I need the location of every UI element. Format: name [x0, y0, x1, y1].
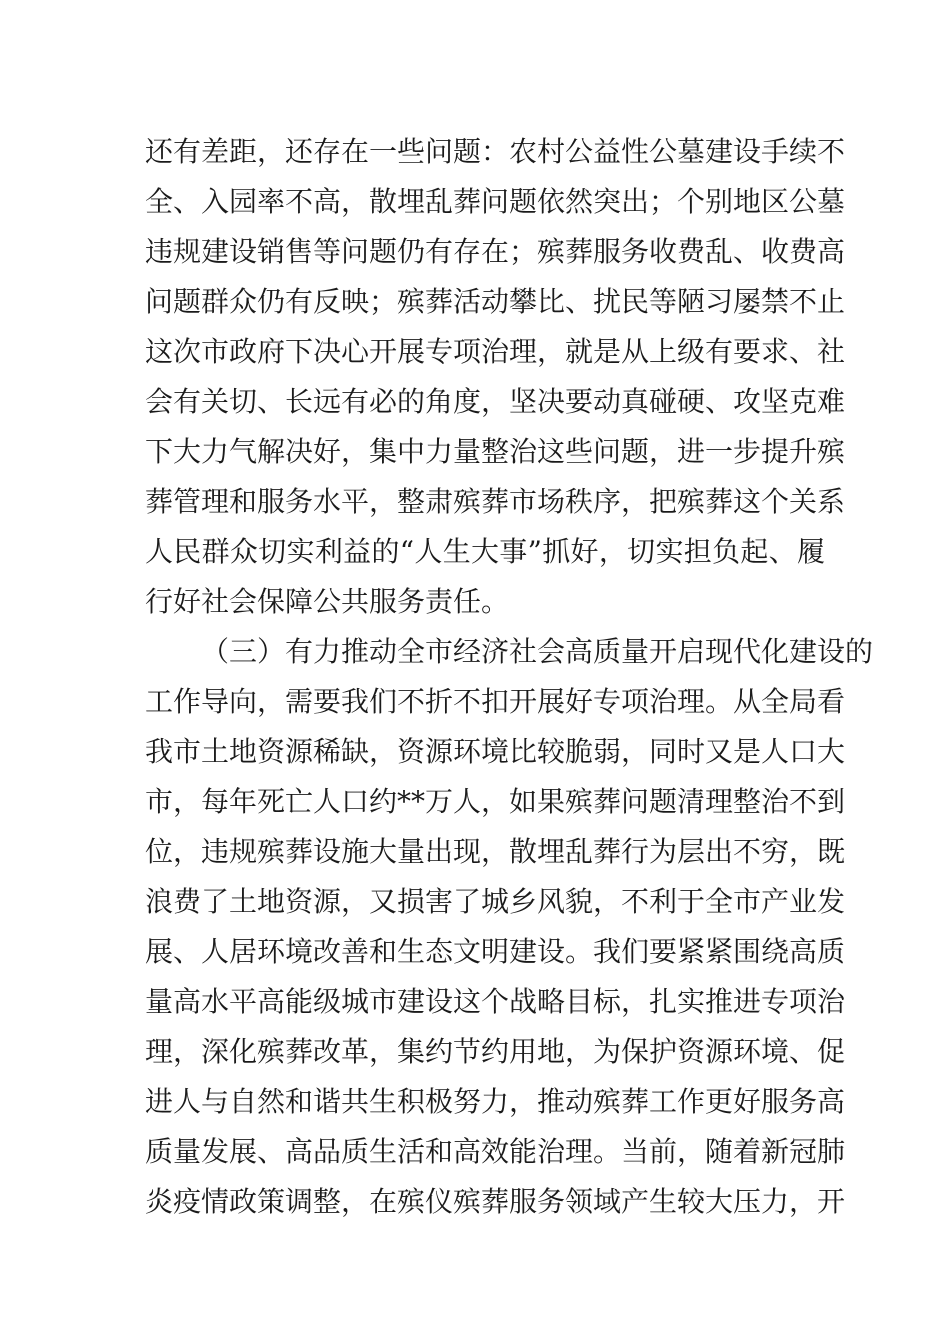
text-line: 问题群众仍有反映；殡葬活动攀比、扰民等陋习屡禁不止 — [145, 285, 846, 318]
text-line: 这次市政府下决心开展专项治理，就是从上级有要求、社 — [145, 335, 846, 368]
text-line: 理，深化殡葬改革，集约节约用地，为保护资源环境、促 — [145, 1035, 846, 1068]
text-line: 葬管理和服务水平，整肃殡葬市场秩序，把殡葬这个关系 — [145, 485, 846, 518]
text-line: 全、入园率不高，散埋乱葬问题依然突出；个别地区公墓 — [145, 185, 846, 218]
text-line: （三）有力推动全市经济社会高质量开启现代化建设的 — [201, 635, 874, 668]
text-line: 展、人居环境改善和生态文明建设。我们要紧紧围绕高质 — [145, 935, 846, 968]
text-line: 会有关切、长远有必的角度，坚决要动真碰硬、攻坚克难 — [145, 385, 846, 418]
text-line: 量高水平高能级城市建设这个战略目标，扎实推进专项治 — [145, 985, 846, 1018]
text-line: 违规建设销售等问题仍有存在；殡葬服务收费乱、收费高 — [145, 235, 846, 268]
text-line: 还有差距，还存在一些问题：农村公益性公墓建设手续不 — [145, 135, 846, 168]
text-line: 浪费了土地资源，又损害了城乡风貌，不利于全市产业发 — [145, 885, 846, 918]
text-line: 质量发展、高品质生活和高效能治理。当前，随着新冠肺 — [145, 1135, 846, 1168]
text-line: 位，违规殡葬设施大量出现，散埋乱葬行为层出不穷，既 — [145, 835, 846, 868]
text-line: 工作导向，需要我们不折不扣开展好专项治理。从全局看 — [145, 685, 846, 718]
text-line: 人民群众切实利益的“人生大事”抓好，切实担负起、履 — [145, 535, 825, 568]
text-line: 我市土地资源稀缺，资源环境比较脆弱，同时又是人口大 — [145, 735, 846, 768]
text-line: 进人与自然和谐共生积极努力，推动殡葬工作更好服务高 — [145, 1085, 846, 1118]
text-line: 行好社会保障公共服务责任。 — [145, 585, 510, 618]
text-line: 下大力气解决好，集中力量整治这些问题，进一步提升殡 — [145, 435, 846, 468]
text-line: 炎疫情政策调整，在殡仪殡葬服务领域产生较大压力，开 — [145, 1185, 846, 1218]
text-line: 市，每年死亡人口约**万人，如果殡葬问题清理整治不到 — [145, 785, 846, 818]
